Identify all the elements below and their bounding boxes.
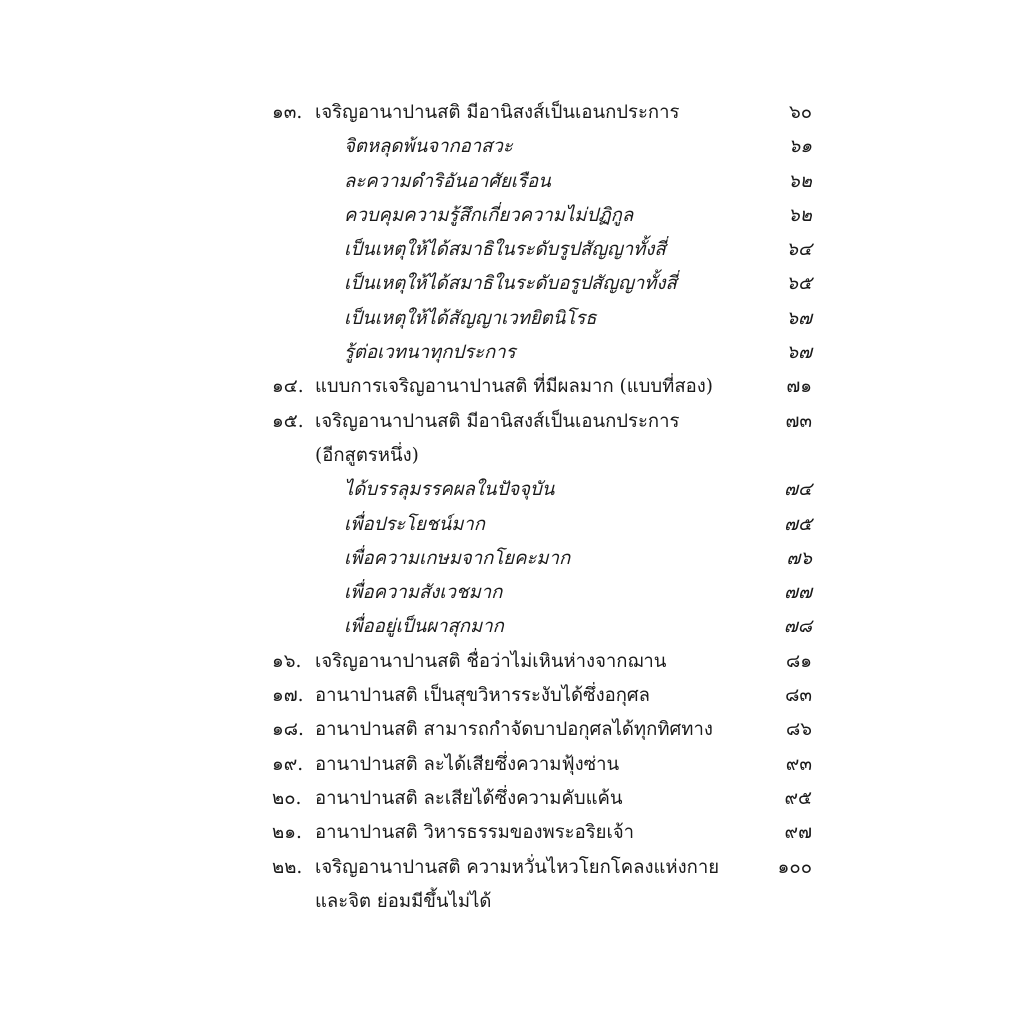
toc-entry-title: อานาปานสติ ละเสียได้ซึ่งความคับแค้น <box>315 787 623 809</box>
toc-subentry <box>272 302 832 336</box>
toc-entry-number: ๑๓. <box>272 102 303 123</box>
toc-page-number: ๗๔ <box>784 479 812 501</box>
toc-entry-title: เจริญอานาปานสติ มีอานิสงส์เป็นเอนกประการ <box>315 102 680 123</box>
toc-page-number: ๖๒ <box>788 170 812 192</box>
toc-page-number: ๖๐ <box>788 102 812 123</box>
toc-entry-number: ๒๑. <box>272 822 302 844</box>
toc-subentry <box>272 542 832 576</box>
toc-page-number: ๗๖ <box>786 547 812 569</box>
toc-page-number: ๖๑ <box>788 136 812 158</box>
toc-entry-number: ๑๕. <box>272 410 304 432</box>
toc-page-number: ๗๘ <box>783 616 812 638</box>
toc-subentry <box>272 130 832 164</box>
toc-entry-title: เจริญอานาปานสติ ความหวั่นไหวโยกโคลงแห่งกาย <box>315 856 720 878</box>
toc-entry-title: อานาปานสติ วิหารธรรมของพระอริยเจ้า <box>315 822 635 844</box>
toc-entry <box>272 370 832 404</box>
toc-page-number: ๗๓ <box>785 410 812 432</box>
toc-page-number: ๙๓ <box>785 753 812 775</box>
toc-entry <box>272 405 832 439</box>
toc-entry-title: แบบการเจริญอานาปานสติ ที่มีผลมาก (แบบที่สอง) <box>315 376 714 398</box>
toc-page-number: ๘๓ <box>785 685 812 707</box>
toc-entry-title: รู้ต่อเวทนาทุกประการ <box>344 342 516 364</box>
toc-page-number: ๖๗ <box>786 307 812 329</box>
toc-entry-title: เพื่อความสังเวชมาก <box>344 582 503 604</box>
toc-entry <box>272 816 832 850</box>
toc-subentry <box>272 473 832 507</box>
toc-page-number: ๘๖ <box>785 719 812 741</box>
toc-page-number: ๗๗ <box>784 582 812 604</box>
toc-entry-title: เป็นเหตุให้ได้สมาธิในระดับอรูปสัญญาทั้งสี่ <box>344 273 677 295</box>
toc-page-number: ๙๗ <box>784 822 812 844</box>
toc-page-number: ๘๑ <box>785 650 812 672</box>
toc-entry-title: เป็นเหตุให้ได้สัญญาเวทยิตนิโรธ <box>344 307 597 329</box>
toc-entry-title: เจริญอานาปานสติ มีอานิสงส์เป็นเอนกประการ <box>315 410 680 432</box>
toc-subentry <box>272 610 832 644</box>
toc-entry-continuation <box>272 885 832 919</box>
toc-subentry <box>272 576 832 610</box>
toc-entry <box>272 645 832 679</box>
toc-subentry <box>272 199 832 233</box>
toc-entry-title: ควบคุมความรู้สึกเกี่ยวความไม่ปฏิกูล <box>344 204 634 226</box>
toc-entry-title: และจิต ย่อมมีขึ้นไม่ได้ <box>315 890 492 912</box>
toc-entry <box>272 748 832 782</box>
toc-subentry <box>272 508 832 542</box>
toc-page-number: ๑๐๐ <box>777 856 812 878</box>
toc-page-number: ๙๕ <box>784 787 812 809</box>
toc-subentry <box>272 233 832 267</box>
toc-entry-number: ๑๘. <box>272 719 304 741</box>
toc-entry-title: เจริญอานาปานสติ ชื่อว่าไม่เหินห่างจากฌาน <box>315 650 667 672</box>
table-of-contents <box>272 96 832 919</box>
toc-entry <box>272 782 832 816</box>
toc-entry-number: ๑๙. <box>272 753 304 775</box>
toc-entry <box>272 679 832 713</box>
toc-entry-title: เพื่ออยู่เป็นผาสุกมาก <box>344 616 504 638</box>
toc-entry-number: ๒๒. <box>272 856 303 878</box>
toc-subentry <box>272 165 832 199</box>
toc-entry-title: อานาปานสติ เป็นสุขวิหารระงับได้ซึ่งอกุศล <box>315 685 651 707</box>
toc-entry-title: ได้บรรลุมรรคผลในปัจจุบัน <box>344 479 555 501</box>
toc-entry-title: อานาปานสติ ละได้เสียซึ่งความฟุ้งซ่าน <box>315 753 620 775</box>
toc-entry-title: จิตหลุดพ้นจากอาสวะ <box>344 136 513 158</box>
toc-page-number: ๖๕ <box>786 273 812 295</box>
toc-entry-title: (อีกสูตรหนึ่ง) <box>315 444 419 466</box>
toc-entry-continuation <box>272 439 832 473</box>
toc-page-number: ๗๕ <box>784 513 812 535</box>
toc-entry <box>272 851 832 885</box>
toc-subentry <box>272 267 832 301</box>
toc-entry-number: ๑๗. <box>272 685 304 707</box>
toc-page-number: ๖๔ <box>786 239 812 261</box>
toc-entry-title: เพื่อความเกษมจากโยคะมาก <box>344 547 571 569</box>
toc-page-number: ๗๑ <box>786 376 812 398</box>
toc-entry <box>272 713 832 747</box>
toc-entry-number: ๑๔. <box>272 376 304 398</box>
toc-entry-title: เพื่อประโยชน์มาก <box>344 513 486 535</box>
toc-entry <box>272 96 832 130</box>
toc-page-number: ๖๒ <box>788 204 812 226</box>
toc-entry-number: ๑๖. <box>272 650 302 672</box>
toc-page-number: ๖๗ <box>786 342 812 364</box>
toc-entry-number: ๒๐. <box>272 787 302 809</box>
toc-subentry <box>272 336 832 370</box>
toc-entry-title: ละความดำริอันอาศัยเรือน <box>344 170 551 192</box>
toc-entry-title: อานาปานสติ สามารถกำจัดบาปอกุศลได้ทุกทิศทาง <box>315 719 713 741</box>
toc-entry-title: เป็นเหตุให้ได้สมาธิในระดับรูปสัญญาทั้งสี่ <box>344 239 666 261</box>
